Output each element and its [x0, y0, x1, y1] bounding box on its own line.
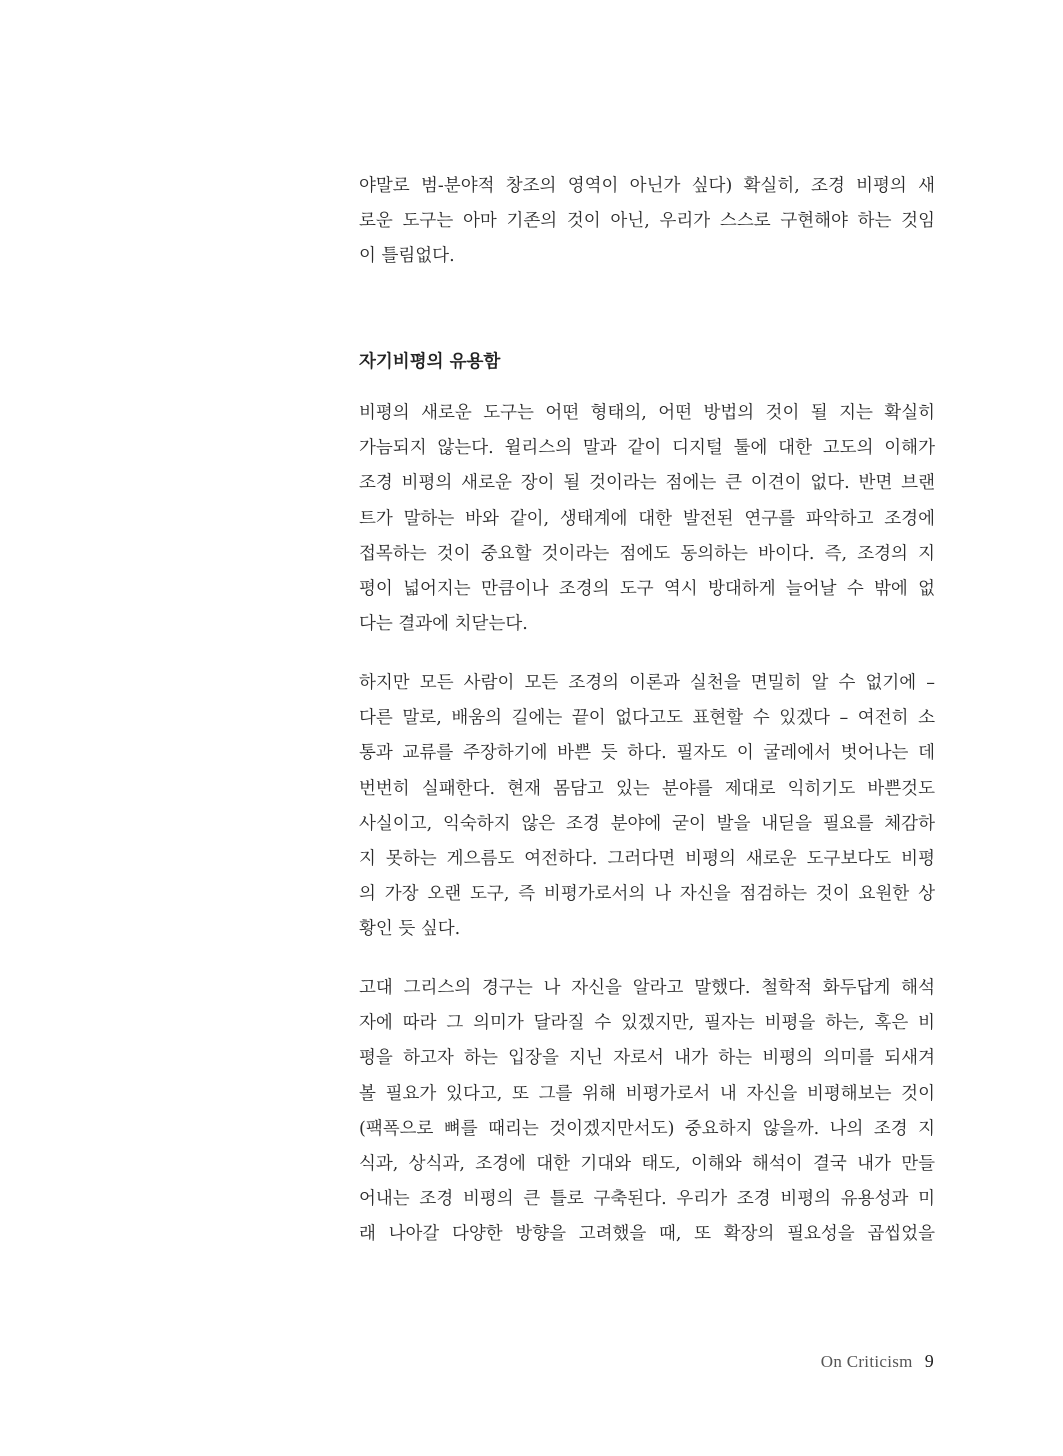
text-line: 어내는 조경 비평의 큰 틀로 구축된다. 우리가 조경 비평의 유용성과 미	[359, 1189, 935, 1210]
text-line: 트가 말하는 바와 같이, 생태계에 대한 발전된 연구를 파악하고 조경에	[359, 508, 935, 529]
text-line: 황인 듯 싶다.	[359, 919, 461, 940]
text-line: 이 틀림없다.	[359, 246, 455, 267]
text-line: 조경 비평의 새로운 장이 될 것이라는 점에는 큰 이견이 없다. 반면 브랜	[359, 473, 935, 494]
text-line: 자에 따라 그 의미가 달라질 수 있겠지만, 필자는 비평을 하는, 혹은 비	[359, 1013, 935, 1034]
text-line: 다른 말로, 배움의 길에는 끝이 없다고도 표현할 수 있겠다 – 여전히 소	[359, 708, 935, 729]
page-footer	[821, 1348, 934, 1375]
text-line: 고대 그리스의 경구는 나 자신을 알라고 말했다. 철학적 화두답게 해석	[359, 978, 935, 998]
text-line: 식과, 상식과, 조경에 대한 기대와 태도, 이해와 해석이 결국 내가 만들	[359, 1153, 935, 1174]
running-title: On Criticism	[820, 1352, 913, 1371]
text-line: 지 못하는 게으름도 여전하다. 그러다면 비평의 새로운 도구보다도 비평	[359, 848, 935, 869]
paragraph-2	[359, 666, 935, 948]
text-line: 볼 필요가 있다고, 또 그를 위해 비평가로서 내 자신을 비평해보는 것이	[359, 1083, 935, 1104]
paragraph-1	[359, 396, 935, 642]
text-line: 번번히 실패한다. 현재 몸담고 있는 분야를 제대로 익히기도 바쁜것도	[359, 778, 935, 799]
intro-paragraph	[359, 169, 935, 275]
text-line: 평이 넓어지는 만큼이나 조경의 도구 역시 방대하게 늘어날 수 밖에 없	[359, 578, 935, 599]
paragraph-3	[359, 971, 935, 1253]
text-line: 래 나아갈 다양한 방향을 고려했을 때, 또 확장의 필요성을 곱씹었을	[359, 1224, 935, 1245]
text-line: 접목하는 것이 중요할 것이라는 점에도 동의하는 바이다. 즉, 조경의 지	[359, 543, 935, 564]
text-line: 다는 결과에 치닫는다.	[359, 614, 528, 635]
text-line: 로운 도구는 아마 기존의 것이 아닌, 우리가 스스로 구현해야 하는 것임	[359, 211, 935, 232]
text-line: 의 가장 오랜 도구, 즉 비평가로서의 나 자신을 점검하는 것이 요원한 상	[359, 884, 935, 905]
text-line: 사실이고, 익숙하지 않은 조경 분야에 굳이 발을 내딛을 필요를 체감하	[359, 813, 935, 834]
page-number: 9	[924, 1351, 934, 1371]
text-line: 평을 하고자 하는 입장을 지닌 자로서 내가 하는 비평의 의미를 되새겨	[359, 1048, 935, 1069]
text-line: 통과 교류를 주장하기에 바쁜 듯 하다. 필자도 이 굴레에서 벗어나는 데	[359, 743, 935, 764]
text-line: 가늠되지 않는다. 윌리스의 말과 같이 디지털 툴에 대한 고도의 이해가	[359, 438, 935, 459]
text-line: 비평의 새로운 도구는 어떤 형태의, 어떤 방법의 것이 될 지는 확실히	[359, 403, 935, 423]
text-line: (팩폭으로 뼈를 때리는 것이겠지만서도) 중요하지 않을까. 나의 조경 지	[359, 1118, 935, 1139]
section-heading: 자기비평의 유용함	[359, 352, 501, 372]
text-line: 야말로 범-분야적 창조의 영역이 아닌가 싶다) 확실히, 조경 비평의 새	[359, 176, 935, 196]
text-line: 하지만 모든 사람이 모든 조경의 이론과 실천을 면밀히 알 수 없기에 –	[359, 673, 935, 693]
